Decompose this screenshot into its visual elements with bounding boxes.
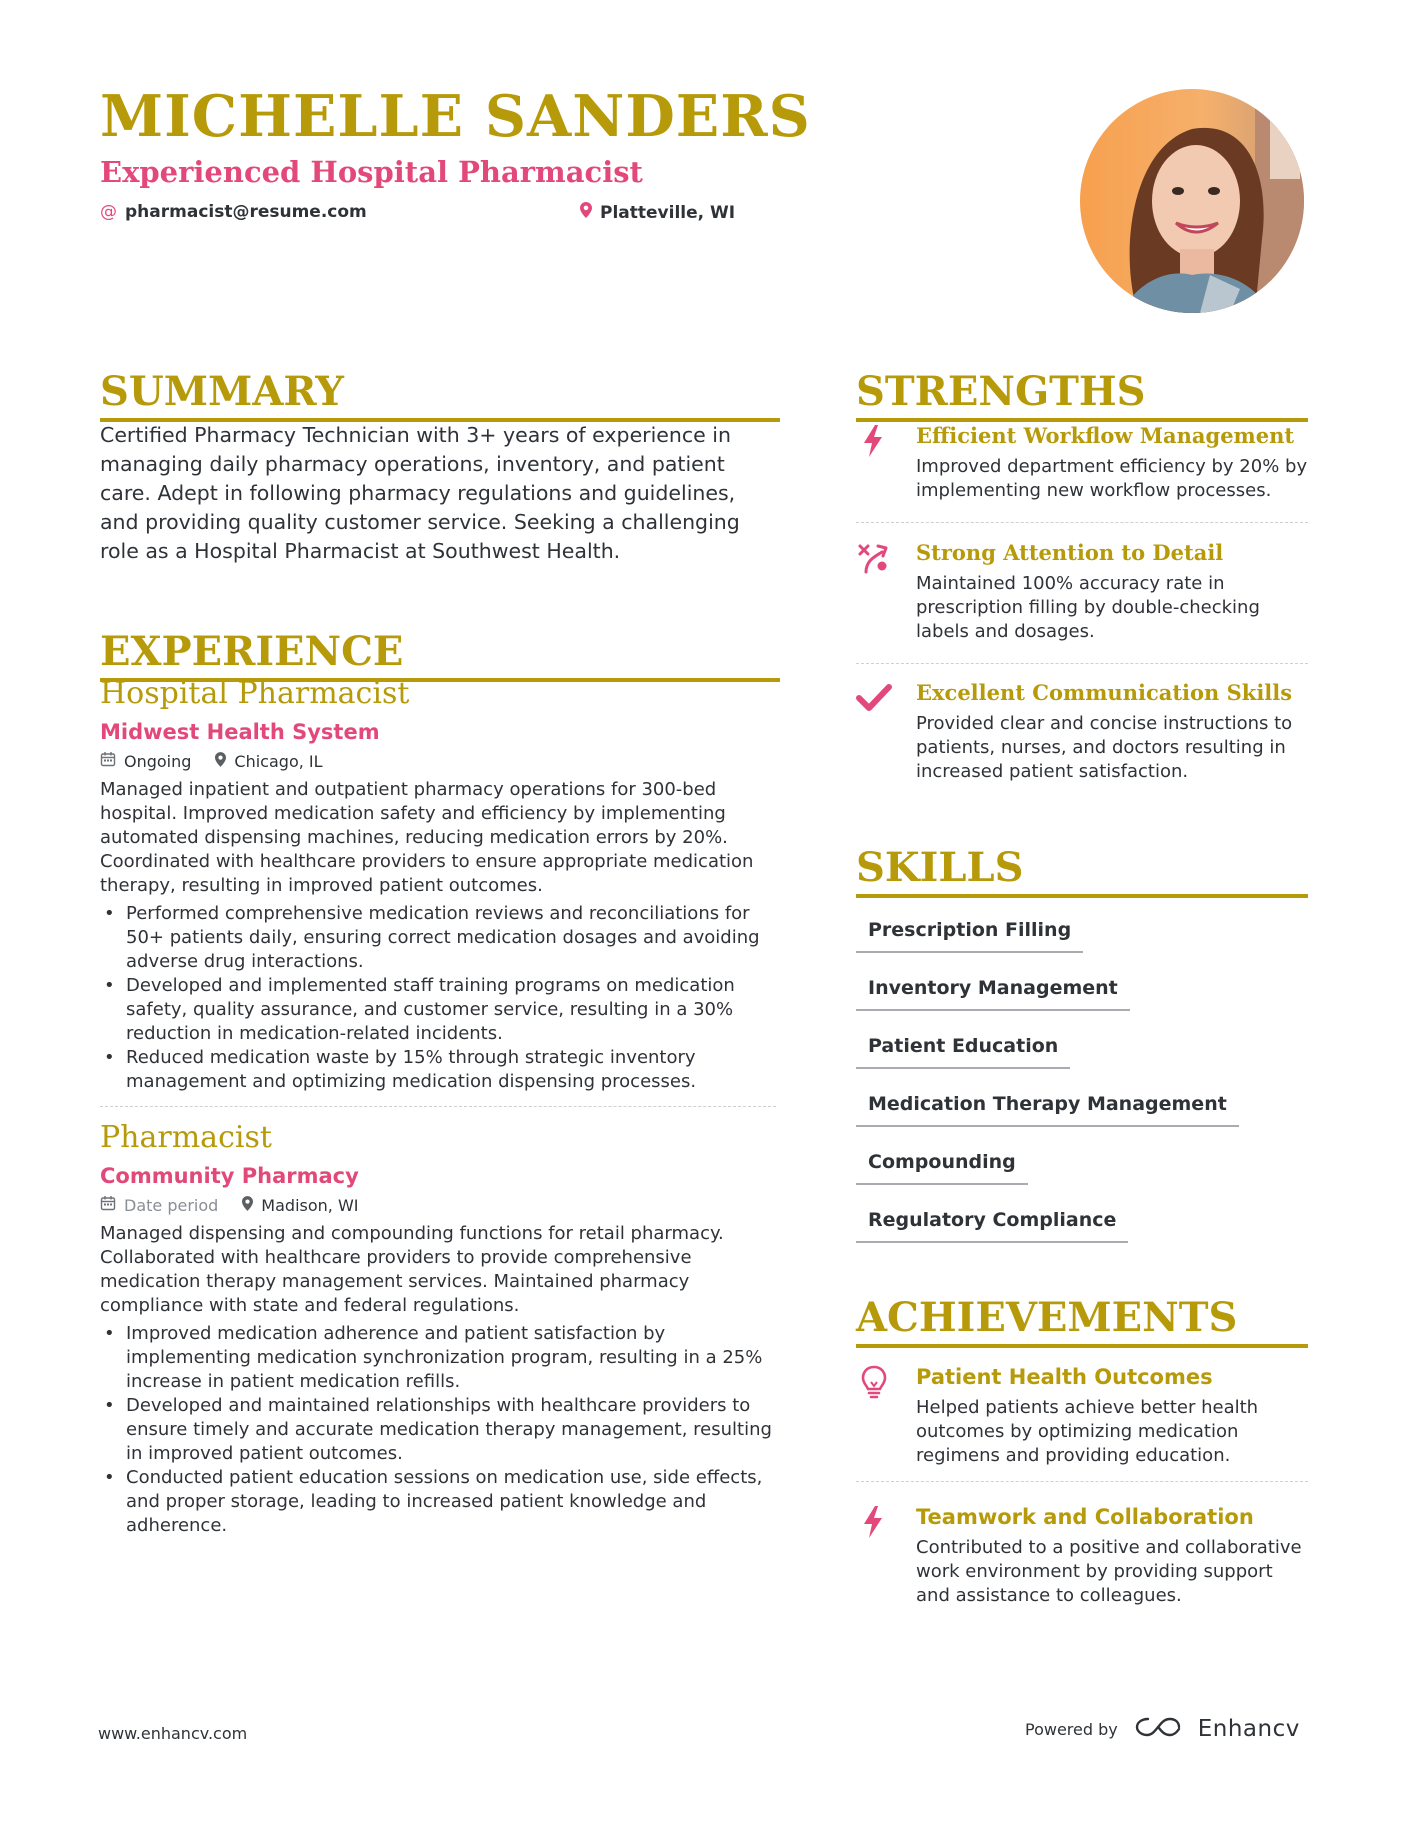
strength-description: Maintained 100% accuracy rate in prescription filling by double-checking labels and dosages. bbox=[916, 573, 1260, 642]
email-text: pharmacist@resume.com bbox=[125, 202, 367, 222]
achievement-item-2 bbox=[856, 1502, 1308, 1608]
at-icon: @ bbox=[100, 202, 117, 222]
strength-title: Efficient Workflow Management bbox=[916, 423, 1295, 448]
strengths-heading: STRENGTHS bbox=[856, 372, 1308, 422]
job-date: Date period bbox=[124, 1196, 219, 1215]
skill-tag: Inventory Management bbox=[856, 975, 1130, 1011]
lightning-bolt-icon bbox=[856, 423, 892, 459]
powered-by-text: Powered by bbox=[1025, 1719, 1118, 1739]
job-description: Managed inpatient and outpatient pharmacy operations for 300-bed hospital. Improved medication safety and efficiency by implementing automated dispensing machines, reducing medication errors by 20%. Coordinated with healthcare providers to ensure appropriate medication therapy, resulting in improved patient outcomes. bbox=[100, 779, 754, 896]
job-entry-2 bbox=[100, 1120, 780, 1538]
lightbulb-icon bbox=[856, 1364, 892, 1400]
candidate-title: Experienced Hospital Pharmacist bbox=[100, 155, 643, 189]
calendar-icon bbox=[100, 1194, 116, 1218]
job-bullets bbox=[100, 1322, 780, 1538]
map-pin-icon bbox=[215, 750, 226, 774]
job-role: Hospital Pharmacist bbox=[100, 676, 410, 711]
contact-email[interactable] bbox=[100, 202, 367, 222]
job-bullet: • Developed and maintained relationships with healthcare providers to ensure timely and accurate medication therapy management, resulting in improved patient outcomes. bbox=[100, 1394, 780, 1466]
experience-heading: EXPERIENCE bbox=[100, 632, 780, 682]
enhancv-logo-icon bbox=[1134, 1714, 1182, 1744]
achievement-description: Helped patients achieve better health outcomes by optimizing medication regimens and providing education. bbox=[916, 1397, 1259, 1466]
job-company: Midwest Health System bbox=[100, 720, 380, 744]
strength-description: Provided clear and concise instructions to patients, nurses, and doctors resulting in increased patient satisfaction. bbox=[916, 713, 1293, 782]
skill-tag: Compounding bbox=[856, 1149, 1028, 1185]
job-company: Community Pharmacy bbox=[100, 1164, 359, 1188]
job-meta bbox=[100, 750, 780, 774]
footer-website[interactable]: www.enhancv.com bbox=[98, 1724, 248, 1743]
achievement-description: Contributed to a positive and collaborative work environment by providing support and assistance to colleagues. bbox=[916, 1537, 1302, 1606]
strength-divider bbox=[856, 663, 1308, 664]
strength-title: Excellent Communication Skills bbox=[916, 680, 1293, 705]
job-bullet: • Conducted patient education sessions on medication use, side effects, and proper storage, leading to increased patient knowledge and adherence. bbox=[100, 1466, 780, 1538]
summary-text: Certified Pharmacy Technician with 3+ years of experience in managing daily pharmacy operations, inventory, and patient care. Adept in following pharmacy regulations and guidelines, and providing quality customer service. Seeking a challenging role as a Hospital Pharmacist at Southwest Health. bbox=[100, 423, 740, 563]
job-entry-1 bbox=[100, 676, 780, 1094]
strength-title: Strong Attention to Detail bbox=[916, 540, 1224, 565]
skill-tag: Prescription Filling bbox=[856, 917, 1083, 953]
skill-tag: Medication Therapy Management bbox=[856, 1091, 1239, 1127]
strength-item-2 bbox=[856, 538, 1308, 644]
job-role: Pharmacist bbox=[100, 1120, 272, 1155]
profile-photo bbox=[1080, 89, 1304, 313]
enhancv-wordmark: Enhancv bbox=[1197, 1716, 1300, 1742]
summary-heading: SUMMARY bbox=[100, 372, 780, 422]
strength-item-3 bbox=[856, 678, 1308, 784]
job-date: Ongoing bbox=[124, 752, 192, 771]
skill-tag: Regulatory Compliance bbox=[856, 1207, 1128, 1243]
footer-branding[interactable] bbox=[1025, 1714, 1300, 1744]
strength-description: Improved department efficiency by 20% by implementing new workflow processes. bbox=[916, 456, 1308, 501]
strength-item-1 bbox=[856, 421, 1308, 503]
job-bullet: • Performed comprehensive medication reviews and reconciliations for 50+ patients daily, ensuring correct medication dosages and avoiding adverse drug interactions. bbox=[100, 902, 780, 974]
map-pin-icon bbox=[242, 1194, 253, 1218]
job-description: Managed dispensing and compounding functions for retail pharmacy. Collaborated with healthcare providers to provide comprehensive medication therapy management services. Maintained pharmacy compliance with state and federal regulations. bbox=[100, 1223, 724, 1316]
candidate-name: MICHELLE SANDERS bbox=[100, 83, 811, 150]
lightning-bolt-icon bbox=[856, 1504, 892, 1540]
job-location: Madison, WI bbox=[261, 1196, 359, 1215]
achievement-item-1 bbox=[856, 1362, 1308, 1468]
skill-tag: Patient Education bbox=[856, 1033, 1070, 1069]
checkmark-icon bbox=[856, 680, 892, 716]
skills-heading: SKILLS bbox=[856, 848, 1308, 898]
achievements-heading: ACHIEVEMENTS bbox=[856, 1298, 1308, 1348]
achievement-title: Teamwork and Collaboration bbox=[916, 1505, 1254, 1529]
map-pin-icon bbox=[580, 202, 592, 223]
location-text: Platteville, WI bbox=[600, 202, 736, 223]
contact-location bbox=[580, 202, 735, 223]
job-meta bbox=[100, 1194, 780, 1218]
job-location: Chicago, IL bbox=[234, 752, 323, 771]
strength-divider bbox=[856, 522, 1308, 523]
achievement-title: Patient Health Outcomes bbox=[916, 1365, 1213, 1389]
calendar-icon bbox=[100, 750, 116, 774]
job-divider bbox=[100, 1106, 776, 1107]
job-bullet: • Developed and implemented staff training programs on medication safety, quality assurance, and customer service, resulting in a 30% reduction in medication-related incidents. bbox=[100, 974, 780, 1046]
route-path-icon bbox=[856, 540, 892, 576]
job-bullet: • Improved medication adherence and patient satisfaction by implementing medication synchronization program, resulting in a 25% increase in patient medication refills. bbox=[100, 1322, 780, 1394]
achievement-divider bbox=[856, 1481, 1308, 1482]
job-bullet: • Reduced medication waste by 15% through strategic inventory management and optimizing medication dispensing processes. bbox=[100, 1046, 780, 1094]
job-bullets bbox=[100, 902, 780, 1094]
